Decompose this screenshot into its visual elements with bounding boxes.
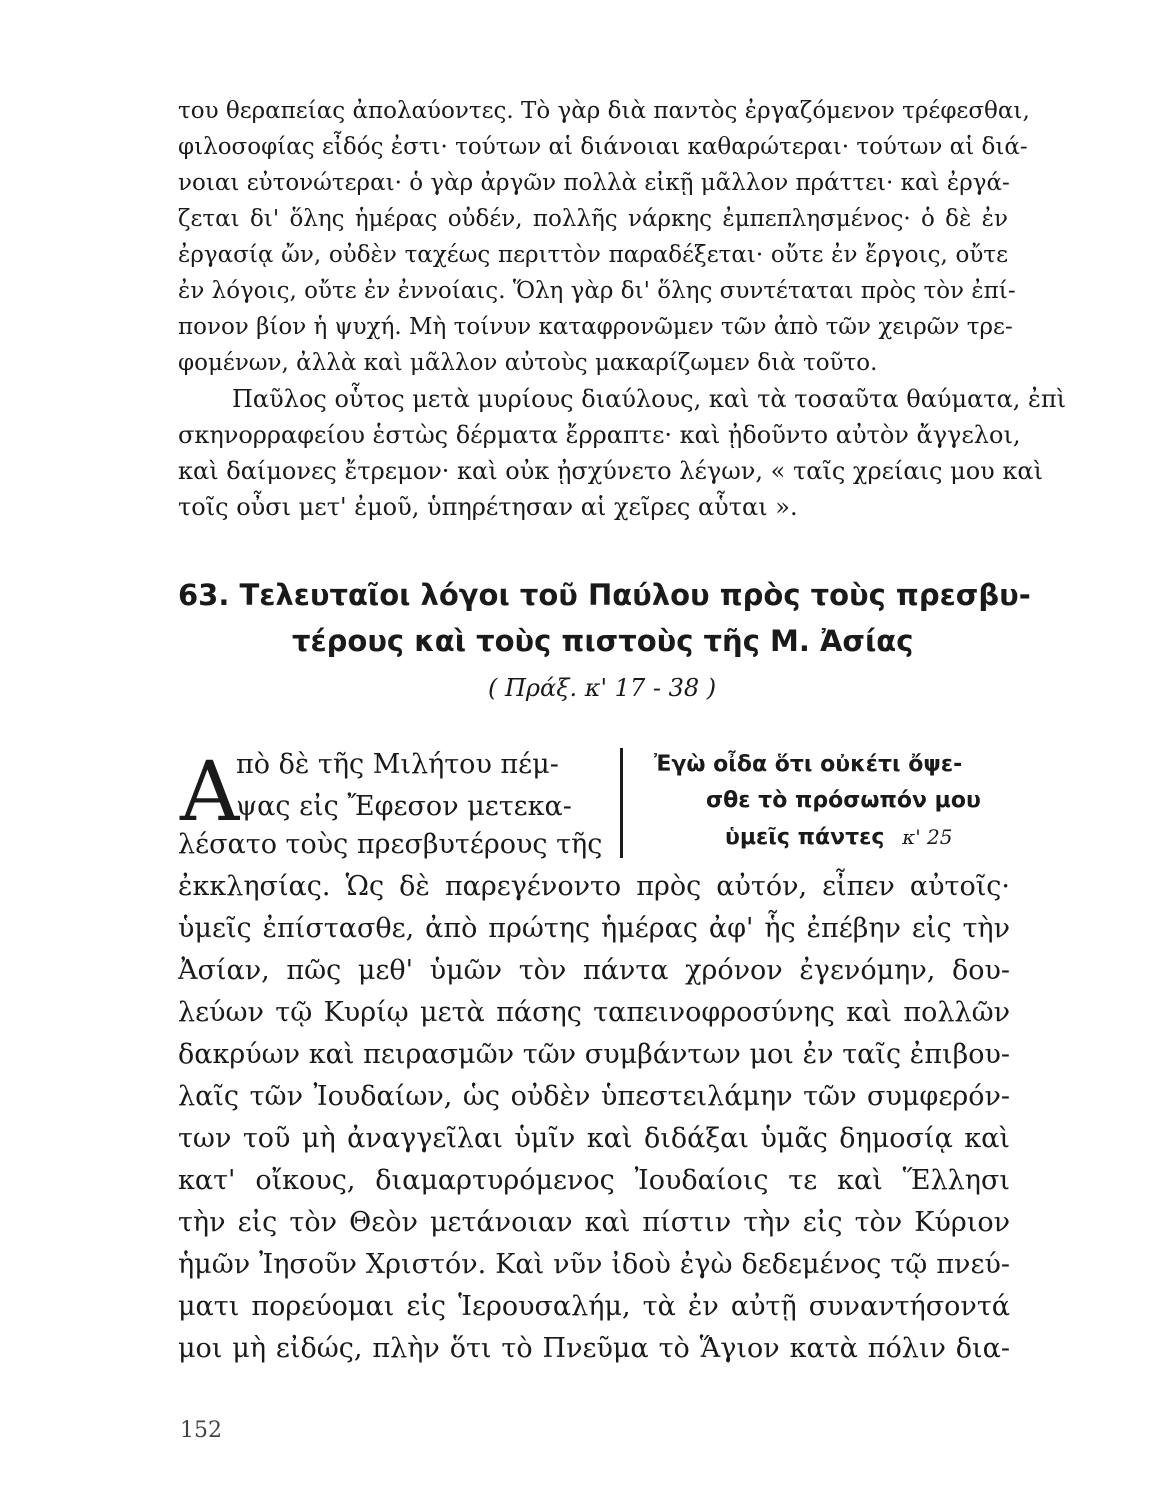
text-line: ἐργασίᾳ ὤν, οὐδὲν ταχέως περιττὸν παραδέξεται· οὔτε ἐν ἔργοις, οὔτε [178, 242, 1008, 268]
sidebar-quote-reference: κ' 25 [902, 825, 953, 849]
sidebar-quote-line [725, 822, 953, 853]
body-line: ἐκκλησίας. Ὡς δὲ παρεγένοντο πρὸς αὐτόν, εἶπεν αὐτοῖς· [178, 871, 1010, 902]
text-line: νοιαι εὐτονώτεραι· ὁ γὰρ ἀργῶν πολλὰ εἰκῇ μᾶλλον πράττει· καὶ ἐργά- [178, 170, 1010, 196]
body-line: ματι πορεύομαι εἰς Ἱερουσαλήμ, τὰ ἐν αὐτῇ συναντήσοντά [178, 1291, 1010, 1322]
body-line: Ἀσίαν, πῶς μεθ' ὑμῶν τὸν πάντα χρόνον ἐγενόμην, δου- [178, 955, 1010, 986]
text-line: του θεραπείας ἀπολαύοντες. Τὸ γὰρ διὰ παντὸς ἐργαζόμενον τρέφεσθαι, [178, 98, 1030, 124]
drop-cap: Α [180, 745, 240, 840]
text-line: φομένων, ἀλλὰ καὶ μᾶλλον αὐτοὺς μακαρίζωμεν διὰ τοῦτο. [178, 350, 878, 376]
text-line: ἐν λόγοις, οὔτε ἐν ἐννοίαις. Ὅλη γὰρ δι' ὅλης συντέταται πρὸς τὸν ἐπί- [178, 278, 1016, 304]
text-line: Παῦλος οὗτος μετὰ μυρίους διαύλους, καὶ τὰ τοσαῦτα θαύματα, ἐπὶ [232, 385, 1067, 413]
body-line: τὴν εἰς τὸν Θεὸν μετάνοιαν καὶ πίστιν τὴν εἰς τὸν Κύριον [178, 1207, 1010, 1238]
page-number: 152 [180, 1418, 222, 1443]
body-line: ἡμῶν Ἰησοῦν Χριστόν. Καὶ νῦν ἰδοὺ ἐγὼ δεδεμένος τῷ πνεύ- [178, 1249, 1010, 1280]
text-line: καὶ δαίμονες ἔτρεμον· καὶ οὐκ ᾐσχύνετο λέγων, « ταῖς χρείαις μου καὶ [178, 457, 1043, 485]
text-line: τοῖς οὖσι μετ' ἐμοῦ, ὑπηρέτησαν αἱ χεῖρες αὗται ». [178, 493, 798, 521]
text-line: ζεται δι' ὅλης ἡμέρας οὐδέν, πολλῆς νάρκης ἐμπεπλησμένος· ὁ δὲ ἐν [178, 206, 1008, 232]
body-line: λαῖς τῶν Ἰουδαίων, ὡς οὐδὲν ὑπεστειλάμην τῶν συμφερόν- [178, 1081, 1010, 1112]
scripture-reference: ( Πράξ. κ' 17 - 38 ) [488, 674, 717, 702]
quote-divider [620, 748, 623, 858]
body-line: ὑμεῖς ἐπίστασθε, ἀπὸ πρώτης ἡμέρας ἀφ' ἧς ἐπέβην εἰς τὴν [178, 913, 1010, 944]
section-heading-line-1: 63. Τελευταῖοι λόγοι τοῦ Παύλου πρὸς τοὺς πρεσβυ- [178, 578, 1031, 612]
body-line: μοι μὴ εἰδώς, πλὴν ὅτι τὸ Πνεῦμα τὸ Ἅγιον κατὰ πόλιν δια- [178, 1333, 1010, 1364]
body-line: δακρύων καὶ πειρασμῶν τῶν συμβάντων μοι ἐν ταῖς ἐπιβου- [178, 1039, 1010, 1070]
sidebar-quote-text: ὑμεῖς πάντες [725, 825, 885, 850]
sidebar-quote-line: Ἐγὼ οἶδα ὅτι οὐκέτι ὄψε- [654, 752, 963, 777]
section-heading-line-2: τέρους καὶ τοὺς πιστοὺς τῆς Μ. Ἀσίας [292, 624, 914, 658]
intro-line: πὸ δὲ τῆς Μιλήτου πέμ- [236, 749, 559, 780]
text-line: σκηνορραφείου ἑστὼς δέρματα ἔρραπτε· καὶ ᾐδοῦντο αὐτὸν ἄγγελοι, [178, 421, 1021, 449]
intro-line: ψας εἰς Ἔφεσον μετεκα- [236, 791, 572, 822]
body-line: κατ' οἴκους, διαμαρτυρόμενος Ἰουδαίοις τε καὶ Ἕλλησι [178, 1165, 1010, 1196]
body-line: λεύων τῷ Κυρίῳ μετὰ πάσης ταπεινοφροσύνης καὶ πολλῶν [178, 997, 1010, 1028]
sidebar-quote-line: σθε τὸ πρόσωπόν μου [706, 788, 981, 813]
text-line: πονον βίον ἡ ψυχή. Μὴ τοίνυν καταφρονῶμεν τῶν ἀπὸ τῶν χειρῶν τρε- [178, 314, 1013, 340]
body-line: των τοῦ μὴ ἀναγγεῖλαι ὑμῖν καὶ διδάξαι ὑμᾶς δημοσίᾳ καὶ [178, 1123, 1010, 1154]
intro-line: λέσατο τοὺς πρεσβυτέρους τῆς [178, 829, 603, 860]
text-line: φιλοσοφίας εἶδός ἐστι· τούτων αἱ διάνοιαι καθαρώτεραι· τούτων αἱ διά- [178, 134, 1028, 160]
